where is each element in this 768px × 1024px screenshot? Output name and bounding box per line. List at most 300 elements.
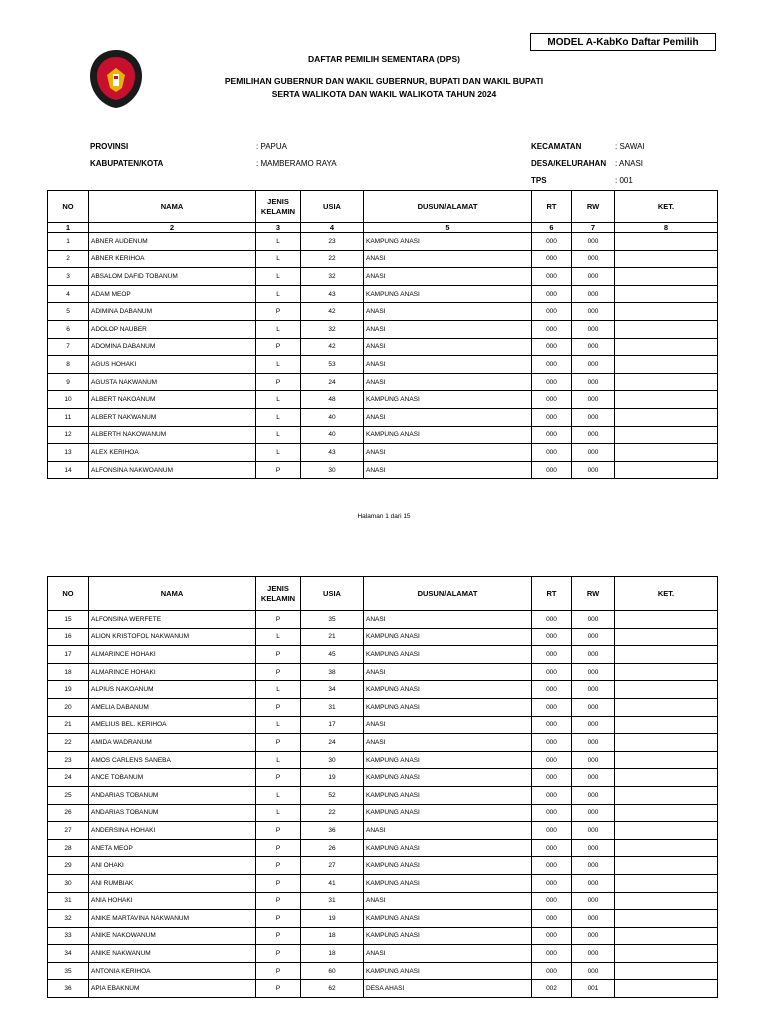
cell-rw: 000 <box>572 874 615 892</box>
cell-jenis-kelamin: P <box>256 980 301 998</box>
cell-nama: ALBERTH NAKOWANUM <box>89 426 256 444</box>
cell-rw: 000 <box>572 786 615 804</box>
cell-rt: 000 <box>532 822 572 840</box>
cell-ket <box>615 461 718 479</box>
col-number: 2 <box>89 223 256 233</box>
cell-no: 18 <box>48 663 89 681</box>
cell-jenis-kelamin: L <box>256 391 301 409</box>
cell-rt: 002 <box>532 980 572 998</box>
cell-ket <box>615 373 718 391</box>
cell-dusun: KAMPUNG ANASI <box>364 839 532 857</box>
cell-rt: 000 <box>532 804 572 822</box>
cell-usia: 24 <box>301 373 364 391</box>
cell-nama: AMELIUS BEL. KERIHOA <box>89 716 256 734</box>
cell-jenis-kelamin: L <box>256 408 301 426</box>
cell-nama: ANIA HOHAKI <box>89 892 256 910</box>
cell-ket <box>615 285 718 303</box>
cell-rt: 000 <box>532 303 572 321</box>
cell-ket <box>615 646 718 664</box>
cell-ket <box>615 233 718 251</box>
cell-no: 27 <box>48 822 89 840</box>
cell-ket <box>615 356 718 374</box>
cell-ket <box>615 681 718 699</box>
cell-no: 21 <box>48 716 89 734</box>
tps-label: TPS <box>531 176 547 185</box>
cell-usia: 18 <box>301 945 364 963</box>
header-rw: RW <box>572 191 615 223</box>
table-row <box>48 285 718 303</box>
cell-jenis-kelamin: L <box>256 628 301 646</box>
cell-rt: 000 <box>532 927 572 945</box>
cell-no: 29 <box>48 857 89 875</box>
doc-title: DAFTAR PEMILIH SEMENTARA (DPS) <box>308 54 460 64</box>
header-dusun: DUSUN/ALAMAT <box>364 577 532 611</box>
cell-ket <box>615 628 718 646</box>
cell-dusun: KAMPUNG ANASI <box>364 874 532 892</box>
cell-dusun: ANASI <box>364 716 532 734</box>
cell-no: 12 <box>48 426 89 444</box>
cell-usia: 26 <box>301 839 364 857</box>
cell-usia: 53 <box>301 356 364 374</box>
cell-jenis-kelamin: L <box>256 285 301 303</box>
table-row <box>48 268 718 286</box>
voter-table-1 <box>47 190 718 479</box>
header-usia: USIA <box>301 577 364 611</box>
cell-nama: ALEX KERIHOA <box>89 444 256 462</box>
table-row <box>48 769 718 787</box>
cell-rt: 000 <box>532 716 572 734</box>
cell-usia: 21 <box>301 628 364 646</box>
cell-rt: 000 <box>532 910 572 928</box>
cell-rt: 000 <box>532 945 572 963</box>
provinsi-label: PROVINSI <box>90 142 129 151</box>
cell-usia: 32 <box>301 268 364 286</box>
tps-value: : 001 <box>615 176 633 185</box>
cell-rt: 000 <box>532 356 572 374</box>
cell-rw: 000 <box>572 320 615 338</box>
cell-rt: 000 <box>532 373 572 391</box>
cell-no: 13 <box>48 444 89 462</box>
cell-usia: 30 <box>301 461 364 479</box>
cell-dusun: ANASI <box>364 663 532 681</box>
cell-usia: 45 <box>301 646 364 664</box>
header-jenis-kelamin <box>256 577 301 611</box>
cell-usia: 23 <box>301 233 364 251</box>
cell-usia: 40 <box>301 426 364 444</box>
col-number: 4 <box>301 223 364 233</box>
subtitle-line-1: PEMILIHAN GUBERNUR DAN WAKIL GUBERNUR, BUPATI DAN WAKIL BUPATI <box>224 76 544 86</box>
cell-rw: 000 <box>572 945 615 963</box>
table-row <box>48 391 718 409</box>
cell-nama: ANDERSINA HOHAKI <box>89 822 256 840</box>
page-indicator: Halaman 1 dari 15 <box>357 513 411 520</box>
header-usia: USIA <box>301 191 364 223</box>
cell-rt: 000 <box>532 285 572 303</box>
cell-dusun: DESA AHASI <box>364 980 532 998</box>
col-number: 8 <box>615 223 718 233</box>
cell-jenis-kelamin: L <box>256 356 301 374</box>
cell-dusun: ANASI <box>364 892 532 910</box>
cell-ket <box>615 611 718 629</box>
table-row <box>48 444 718 462</box>
header-no: NO <box>48 191 89 223</box>
cell-jenis-kelamin: L <box>256 681 301 699</box>
cell-usia: 18 <box>301 927 364 945</box>
cell-dusun: KAMPUNG ANASI <box>364 681 532 699</box>
cell-ket <box>615 874 718 892</box>
table-row <box>48 303 718 321</box>
cell-rw: 000 <box>572 338 615 356</box>
table-row <box>48 426 718 444</box>
desa-value: : ANASI <box>615 159 644 168</box>
cell-no: 1 <box>48 233 89 251</box>
header-nama: NAMA <box>89 191 256 223</box>
cell-ket <box>615 751 718 769</box>
cell-usia: 19 <box>301 769 364 787</box>
cell-rt: 000 <box>532 698 572 716</box>
cell-jenis-kelamin: L <box>256 786 301 804</box>
cell-dusun: KAMPUNG ANASI <box>364 857 532 875</box>
cell-nama: AGUSTA NAKWANUM <box>89 373 256 391</box>
table-row <box>48 822 718 840</box>
cell-rw: 000 <box>572 716 615 734</box>
doc-subtitle <box>0 75 768 101</box>
cell-no: 11 <box>48 408 89 426</box>
cell-no: 19 <box>48 681 89 699</box>
cell-rw: 000 <box>572 268 615 286</box>
cell-jenis-kelamin: L <box>256 426 301 444</box>
table-row <box>48 716 718 734</box>
table-row <box>48 646 718 664</box>
cell-usia: 48 <box>301 391 364 409</box>
cell-ket <box>615 839 718 857</box>
cell-dusun: KAMPUNG ANASI <box>364 233 532 251</box>
cell-ket <box>615 822 718 840</box>
header-jenis-line2: KELAMIN <box>260 206 296 216</box>
cell-no: 28 <box>48 839 89 857</box>
cell-nama: ANTONIA KERIHOA <box>89 962 256 980</box>
cell-usia: 43 <box>301 285 364 303</box>
cell-no: 32 <box>48 910 89 928</box>
cell-no: 24 <box>48 769 89 787</box>
cell-rt: 000 <box>532 320 572 338</box>
header-ket: KET. <box>615 191 718 223</box>
table-row <box>48 804 718 822</box>
cell-dusun: ANASI <box>364 303 532 321</box>
cell-nama: ALFONSINA WERFETE <box>89 611 256 629</box>
cell-jenis-kelamin: P <box>256 874 301 892</box>
cell-ket <box>615 857 718 875</box>
cell-rt: 000 <box>532 962 572 980</box>
cell-nama: ALBERT NAKWANUM <box>89 408 256 426</box>
table-row <box>48 786 718 804</box>
table-row <box>48 663 718 681</box>
cell-usia: 32 <box>301 320 364 338</box>
cell-no: 20 <box>48 698 89 716</box>
provinsi-value: : PAPUA <box>256 142 287 151</box>
cell-jenis-kelamin: L <box>256 233 301 251</box>
header-jenis-line2: KELAMIN <box>260 593 296 603</box>
cell-no: 36 <box>48 980 89 998</box>
header-jenis-kelamin <box>256 191 301 223</box>
cell-ket <box>615 338 718 356</box>
table-row <box>48 628 718 646</box>
cell-rw: 000 <box>572 391 615 409</box>
cell-usia: 19 <box>301 910 364 928</box>
cell-jenis-kelamin: P <box>256 734 301 752</box>
kabupaten-value: : MAMBERAMO RAYA <box>256 159 337 168</box>
table-row <box>48 927 718 945</box>
cell-no: 14 <box>48 461 89 479</box>
cell-dusun: KAMPUNG ANASI <box>364 962 532 980</box>
cell-rt: 000 <box>532 786 572 804</box>
table-row <box>48 857 718 875</box>
cell-jenis-kelamin: P <box>256 839 301 857</box>
cell-jenis-kelamin: P <box>256 663 301 681</box>
cell-no: 16 <box>48 628 89 646</box>
cell-nama: ANIKE MARTAVINA NAKWANUM <box>89 910 256 928</box>
cell-nama: ADAM MEOP <box>89 285 256 303</box>
cell-ket <box>615 426 718 444</box>
cell-dusun: ANASI <box>364 320 532 338</box>
cell-rw: 000 <box>572 769 615 787</box>
cell-no: 26 <box>48 804 89 822</box>
cell-dusun: KAMPUNG ANASI <box>364 786 532 804</box>
cell-rw: 000 <box>572 303 615 321</box>
cell-dusun: ANASI <box>364 444 532 462</box>
cell-no: 33 <box>48 927 89 945</box>
table-row <box>48 373 718 391</box>
cell-dusun: ANASI <box>364 356 532 374</box>
cell-rw: 000 <box>572 962 615 980</box>
cell-dusun: KAMPUNG ANASI <box>364 426 532 444</box>
col-number: 5 <box>364 223 532 233</box>
header-jenis-line1: JENIS <box>267 583 289 593</box>
desa-label: DESA/KELURAHAN <box>531 159 607 168</box>
cell-dusun: KAMPUNG ANASI <box>364 285 532 303</box>
col-number: 7 <box>572 223 615 233</box>
cell-rw: 000 <box>572 233 615 251</box>
table-row <box>48 910 718 928</box>
header-nama: NAMA <box>89 577 256 611</box>
cell-rw: 000 <box>572 426 615 444</box>
cell-usia: 22 <box>301 250 364 268</box>
cell-nama: ADIMINA DABANUM <box>89 303 256 321</box>
table-row <box>48 461 718 479</box>
cell-rt: 000 <box>532 751 572 769</box>
cell-rt: 000 <box>532 268 572 286</box>
cell-usia: 41 <box>301 874 364 892</box>
cell-rw: 000 <box>572 408 615 426</box>
cell-jenis-kelamin: P <box>256 338 301 356</box>
cell-nama: ANDARIAS TOBANUM <box>89 786 256 804</box>
cell-jenis-kelamin: P <box>256 303 301 321</box>
cell-usia: 24 <box>301 734 364 752</box>
cell-usia: 34 <box>301 681 364 699</box>
cell-ket <box>615 910 718 928</box>
cell-dusun: ANASI <box>364 408 532 426</box>
cell-rt: 000 <box>532 391 572 409</box>
cell-jenis-kelamin: P <box>256 892 301 910</box>
cell-nama: AMOS CARLENS SANEBA <box>89 751 256 769</box>
cell-jenis-kelamin: P <box>256 698 301 716</box>
kabupaten-label: KABUPATEN/KOTA <box>90 159 164 168</box>
cell-rw: 000 <box>572 751 615 769</box>
cell-ket <box>615 303 718 321</box>
cell-dusun: KAMPUNG ANASI <box>364 751 532 769</box>
cell-rw: 000 <box>572 285 615 303</box>
cell-no: 30 <box>48 874 89 892</box>
cell-nama: AGUS HOHAKI <box>89 356 256 374</box>
cell-rw: 000 <box>572 461 615 479</box>
cell-ket <box>615 892 718 910</box>
table-row <box>48 698 718 716</box>
table-row <box>48 320 718 338</box>
cell-rt: 000 <box>532 461 572 479</box>
cell-rt: 000 <box>532 769 572 787</box>
cell-rt: 000 <box>532 338 572 356</box>
cell-dusun: KAMPUNG ANASI <box>364 646 532 664</box>
cell-jenis-kelamin: L <box>256 250 301 268</box>
cell-usia: 52 <box>301 786 364 804</box>
table-row <box>48 945 718 963</box>
kecamatan-value: : SAWAI <box>615 142 645 151</box>
cell-rt: 000 <box>532 663 572 681</box>
cell-nama: AMIDA WADRANUM <box>89 734 256 752</box>
cell-no: 2 <box>48 250 89 268</box>
cell-ket <box>615 268 718 286</box>
cell-ket <box>615 698 718 716</box>
cell-jenis-kelamin: L <box>256 751 301 769</box>
cell-nama: ADOLOP NAUBER <box>89 320 256 338</box>
cell-rt: 000 <box>532 874 572 892</box>
cell-ket <box>615 408 718 426</box>
cell-no: 25 <box>48 786 89 804</box>
cell-ket <box>615 962 718 980</box>
cell-rw: 000 <box>572 927 615 945</box>
table-row <box>48 250 718 268</box>
cell-dusun: KAMPUNG ANASI <box>364 804 532 822</box>
cell-usia: 36 <box>301 822 364 840</box>
cell-jenis-kelamin: P <box>256 461 301 479</box>
cell-jenis-kelamin: P <box>256 611 301 629</box>
cell-rt: 000 <box>532 892 572 910</box>
cell-jenis-kelamin: P <box>256 373 301 391</box>
cell-jenis-kelamin: L <box>256 444 301 462</box>
cell-dusun: ANASI <box>364 373 532 391</box>
cell-usia: 22 <box>301 804 364 822</box>
cell-nama: ANIKE NAKOWANUM <box>89 927 256 945</box>
cell-rw: 000 <box>572 910 615 928</box>
cell-no: 17 <box>48 646 89 664</box>
cell-usia: 42 <box>301 303 364 321</box>
column-number-row <box>48 223 718 233</box>
cell-nama: ANDARIAS TOBANUM <box>89 804 256 822</box>
cell-ket <box>615 320 718 338</box>
cell-no: 8 <box>48 356 89 374</box>
cell-rt: 000 <box>532 611 572 629</box>
cell-nama: ANCE TOBANUM <box>89 769 256 787</box>
cell-ket <box>615 927 718 945</box>
model-label: MODEL A-KabKo Daftar Pemilih <box>530 33 716 51</box>
cell-rt: 000 <box>532 839 572 857</box>
cell-jenis-kelamin: P <box>256 910 301 928</box>
cell-no: 22 <box>48 734 89 752</box>
table-row <box>48 962 718 980</box>
header-ket: KET. <box>615 577 718 611</box>
cell-usia: 42 <box>301 338 364 356</box>
table-row <box>48 874 718 892</box>
table-row <box>48 233 718 251</box>
header-rt: RT <box>532 577 572 611</box>
cell-usia: 35 <box>301 611 364 629</box>
cell-ket <box>615 250 718 268</box>
cell-nama: ALION KRISTOFOL NAKWANUM <box>89 628 256 646</box>
col-number: 6 <box>532 223 572 233</box>
cell-usia: 31 <box>301 698 364 716</box>
cell-ket <box>615 769 718 787</box>
cell-nama: ANETA MEOP <box>89 839 256 857</box>
cell-jenis-kelamin: P <box>256 822 301 840</box>
cell-nama: APIA EBAKNUM <box>89 980 256 998</box>
cell-dusun: ANASI <box>364 268 532 286</box>
subtitle-line-2: SERTA WALIKOTA DAN WAKIL WALIKOTA TAHUN 2024 <box>271 89 497 99</box>
cell-jenis-kelamin: P <box>256 962 301 980</box>
cell-dusun: ANASI <box>364 734 532 752</box>
cell-ket <box>615 945 718 963</box>
header-rt: RT <box>532 191 572 223</box>
cell-jenis-kelamin: P <box>256 927 301 945</box>
cell-nama: ABSALOM DAFID TOBANUM <box>89 268 256 286</box>
cell-no: 3 <box>48 268 89 286</box>
cell-jenis-kelamin: L <box>256 804 301 822</box>
cell-rt: 000 <box>532 426 572 444</box>
cell-dusun: ANASI <box>364 338 532 356</box>
cell-rw: 000 <box>572 839 615 857</box>
cell-nama: ALMARINCE HOHAKI <box>89 646 256 664</box>
cell-rt: 000 <box>532 408 572 426</box>
cell-jenis-kelamin: L <box>256 268 301 286</box>
cell-no: 10 <box>48 391 89 409</box>
table-row <box>48 408 718 426</box>
cell-rw: 000 <box>572 611 615 629</box>
cell-no: 7 <box>48 338 89 356</box>
cell-dusun: ANASI <box>364 822 532 840</box>
cell-rw: 000 <box>572 804 615 822</box>
cell-rt: 000 <box>532 250 572 268</box>
col-number: 3 <box>256 223 301 233</box>
cell-rt: 000 <box>532 734 572 752</box>
voter-table-2 <box>47 576 718 998</box>
table-row <box>48 611 718 629</box>
cell-dusun: KAMPUNG ANASI <box>364 698 532 716</box>
header-jenis-line1: JENIS <box>267 196 289 206</box>
cell-no: 6 <box>48 320 89 338</box>
cell-no: 4 <box>48 285 89 303</box>
cell-usia: 40 <box>301 408 364 426</box>
cell-no: 31 <box>48 892 89 910</box>
cell-dusun: ANASI <box>364 945 532 963</box>
cell-nama: ALMARINCE HOHAKI <box>89 663 256 681</box>
cell-rw: 000 <box>572 663 615 681</box>
cell-jenis-kelamin: P <box>256 646 301 664</box>
kecamatan-label: KECAMATAN <box>531 142 582 151</box>
cell-jenis-kelamin: P <box>256 857 301 875</box>
table-row <box>48 892 718 910</box>
cell-rw: 000 <box>572 734 615 752</box>
cell-rw: 000 <box>572 444 615 462</box>
cell-rw: 000 <box>572 628 615 646</box>
